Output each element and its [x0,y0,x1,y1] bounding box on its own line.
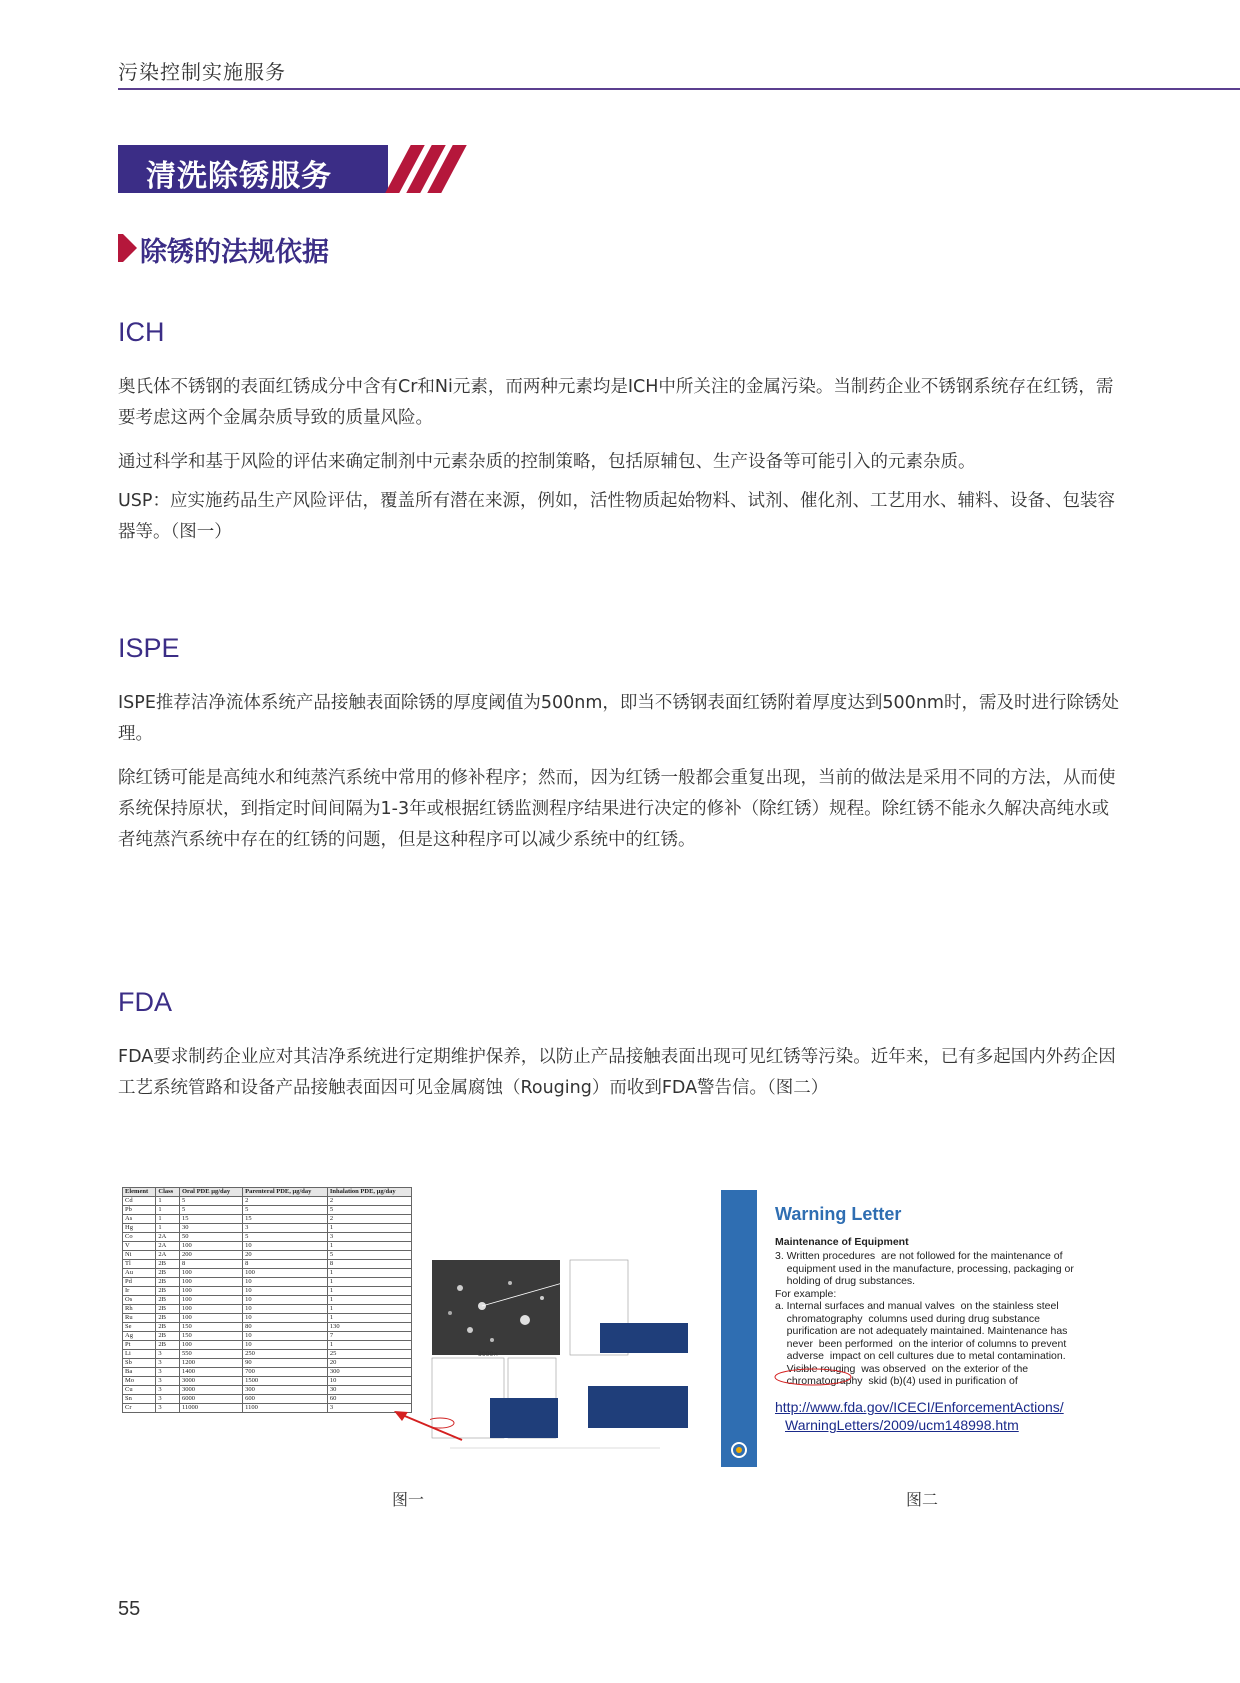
warning-letter-line: chromatography skid (b)(4) used in purification of [775,1375,1018,1387]
table-cell: 1100 [243,1404,328,1413]
table-cell: 3 [327,1404,411,1413]
section-heading-fda: FDA [118,987,172,1017]
table-row [123,1359,412,1368]
table-cell: 10 [243,1314,328,1323]
table-cell: 550 [179,1350,242,1359]
table-row [123,1305,412,1314]
table-cell: 10 [243,1332,328,1341]
table-cell: 10 [243,1242,328,1251]
table-cell: 150 [179,1323,242,1332]
warning-letter-link[interactable]: http://www.fda.gov/ICECI/EnforcementActions/ [775,1399,1064,1415]
table-cell: 2A [156,1251,180,1260]
table-header: Inhalation PDE, µg/day [327,1188,411,1197]
paragraph: 奥氏体不锈钢的表面红锈成分中含有Cr和Ni元素，而两种元素均是ICH中所关注的金属污染。当制药企业不锈钢系统存在红锈，需要考虑这两个金属杂质导致的质量风险。 [118,377,1114,428]
figure2-caption: 图二 [906,1490,939,1509]
table-cell: 2B [156,1314,180,1323]
table-cell: 1200 [179,1359,242,1368]
banner-title: 清洗除锈服务 [146,159,332,194]
table-row [123,1332,412,1341]
table-cell: 1 [327,1314,411,1323]
table-header: Oral PDE µg/day [179,1188,242,1197]
table-row [123,1314,412,1323]
warning-letter-link[interactable]: WarningLetters/2009/ucm148998.htm [785,1417,1019,1433]
table-cell: Pb [123,1206,156,1215]
table-cell: 200 [179,1251,242,1260]
section-heading-ispe: ISPE [118,633,180,663]
table-cell: 1 [327,1305,411,1314]
table-cell: 80 [243,1323,328,1332]
subsection-arrow-icon [123,234,137,262]
table-row [123,1215,412,1224]
table-cell: 600 [243,1395,328,1404]
table-cell: 2B [156,1305,180,1314]
table-cell: Mo [123,1377,156,1386]
table-cell: 2 [327,1197,411,1206]
table-cell: 10 [243,1296,328,1305]
table-cell: 2B [156,1278,180,1287]
table-cell: 1 [327,1341,411,1350]
table-cell: 300 [327,1368,411,1377]
table-cell: 11000 [179,1404,242,1413]
table-cell: Rh [123,1305,156,1314]
table-cell: 25 [327,1350,411,1359]
table-row [123,1395,412,1404]
table-cell: 1 [327,1278,411,1287]
table-cell: 1400 [179,1368,242,1377]
table-cell: 30 [327,1386,411,1395]
red-circle-annotation [773,1367,863,1387]
table-cell: 300 [243,1386,328,1395]
table-cell: 90 [243,1359,328,1368]
table-cell: Sb [123,1359,156,1368]
table-cell: 1 [156,1206,180,1215]
table-cell: 2B [156,1332,180,1341]
table-cell: Ru [123,1314,156,1323]
table-cell: Ni [123,1251,156,1260]
table-cell: 8 [327,1260,411,1269]
table-cell: 20 [243,1251,328,1260]
table-cell: 10 [243,1287,328,1296]
paragraph: 除红锈可能是高纯水和纯蒸汽系统中常用的修补程序；然而，因为红锈一般都会重复出现，当前的做法是采用不同的方法，从而使系统保持原状，到指定时间间隔为1-3年或根据红锈监测程序结果进行决定的修补（除红锈）规程。除红锈不能永久解决高纯水或者纯蒸汽系统中存在的红锈的问题，但是这种程序可以减少系统中的红锈。 [118,768,1116,850]
table-cell: Pt [123,1341,156,1350]
table-cell: As [123,1215,156,1224]
figure1-caption: 图一 [392,1490,425,1509]
table-cell: 7 [327,1332,411,1341]
table-cell: 100 [179,1278,242,1287]
table-row [123,1368,412,1377]
header-title: 污染控制实施服务 [118,60,286,84]
table-cell: 3000 [179,1386,242,1395]
warning-letter-subtitle: Maintenance of Equipment [775,1236,909,1248]
table-cell: 50 [179,1233,242,1242]
paragraph: USP：应实施药品生产风险评估，覆盖所有潜在来源，例如，活性物质起始物料、试剂、催化剂、工艺用水、辅料、设备、包装容器等。（图一） [118,491,1115,542]
table-cell: V [123,1242,156,1251]
table-cell: 3 [156,1350,180,1359]
table-cell: 150 [179,1332,242,1341]
table-cell: 10 [243,1305,328,1314]
figure1-pde-table [122,1187,414,1427]
paragraph: 通过科学和基于风险的评估来确定制剂中元素杂质的控制策略，包括原辅包、生产设备等可能引入的元素杂质。 [118,452,976,472]
warning-letter-line: 3. Written procedures are not followed for the maintenance of [775,1250,1063,1262]
warning-letter-line: For example: [775,1287,837,1300]
warning-letter-line: equipment used in the manufacture, processing, packaging or [775,1262,1074,1275]
table-cell: 1 [327,1269,411,1278]
logo-icon [721,1190,757,1467]
table-cell: 6000 [179,1395,242,1404]
section-heading-ich: ICH [118,317,165,347]
table-cell: 20 [327,1359,411,1368]
table-cell: 100 [179,1314,242,1323]
table-cell: 3 [156,1368,180,1377]
figure1-sem-composite [430,1258,690,1458]
table-row [123,1278,412,1287]
table-cell: 1 [327,1287,411,1296]
table-cell: 1 [327,1224,411,1233]
table-cell: 3 [156,1386,180,1395]
table-cell: Os [123,1296,156,1305]
warning-letter-line: adverse impact on cell cultures due to metal contamination. [775,1350,1066,1362]
table-cell: 2B [156,1269,180,1278]
table-cell: 100 [179,1242,242,1251]
table-row [123,1404,412,1413]
table-cell: Li [123,1350,156,1359]
table-cell: 100 [179,1305,242,1314]
table-cell: 100 [179,1296,242,1305]
table-cell: 100 [179,1269,242,1278]
warning-letter-sidebar [721,1190,757,1467]
red-arrow-icon [392,1408,467,1448]
table-cell: Au [123,1269,156,1278]
table-cell: 15 [243,1215,328,1224]
table-cell: 3 [156,1395,180,1404]
table-cell: 3 [156,1404,180,1413]
header-divider [118,88,1240,90]
table-cell: 1500 [243,1377,328,1386]
warning-letter-line: never been performed on the interior of columns to prevent [775,1337,1067,1350]
table-cell: 3 [327,1233,411,1242]
table-cell: Co [123,1233,156,1242]
table-row [123,1386,412,1395]
table-cell: 10 [243,1341,328,1350]
table-cell: 5 [327,1206,411,1215]
table-cell: 1 [156,1197,180,1206]
table-row [123,1242,412,1251]
table-cell: Ba [123,1368,156,1377]
table-cell: 10 [327,1377,411,1386]
table-cell: 2 [327,1215,411,1224]
table-cell: Pd [123,1278,156,1287]
table-cell: Ir [123,1287,156,1296]
table-cell: 130 [327,1323,411,1332]
table-cell: 700 [243,1368,328,1377]
table-cell: 1 [327,1242,411,1251]
table-cell: 8 [179,1260,242,1269]
table-cell: 3 [243,1224,328,1233]
page-number: 55 [118,1598,141,1620]
table-row [123,1341,412,1350]
table-cell: 30 [179,1224,242,1233]
table-cell: 2A [156,1242,180,1251]
table-cell: 15 [179,1215,242,1224]
warning-letter-line: purification are not adequately maintained. Maintenance has [775,1325,1068,1337]
table-header: Parenteral PDE, µg/day [243,1188,328,1197]
table-cell: 2B [156,1287,180,1296]
table-cell: 8 [243,1260,328,1269]
table-cell: 3 [156,1377,180,1386]
table-cell: Cu [123,1386,156,1395]
table-row [123,1260,412,1269]
warning-letter-line: Visible rouging was observed on the exterior of the [775,1362,1029,1375]
table-cell: 100 [179,1341,242,1350]
table-row [123,1206,412,1215]
paragraph: FDA要求制药企业应对其洁净系统进行定期维护保养，以防止产品接触表面出现可见红锈等污染。近年来，已有多起国内外药企因工艺系统管路和设备产品接触表面因可见金属腐蚀（Rouging）而收到FDA警告信。（图二） [118,1047,1116,1098]
table-row [123,1377,412,1386]
table-header: Class [156,1188,180,1197]
table-cell: 3000 [179,1377,242,1386]
table-cell: Cr [123,1404,156,1413]
table-cell: 2B [156,1341,180,1350]
table-cell: 1 [327,1296,411,1305]
table-cell: 5 [179,1206,242,1215]
table-cell: 2B [156,1260,180,1269]
warning-letter-line: a. Internal surfaces and manual valves on the stainless steel [775,1300,1059,1312]
table-header: Element [123,1188,156,1197]
table-cell: 2B [156,1296,180,1305]
table-cell: 2B [156,1323,180,1332]
table-row [123,1269,412,1278]
table-cell: 2A [156,1233,180,1242]
table-row [123,1251,412,1260]
sem-composite-graphic [430,1258,690,1458]
table-cell: 5 [243,1233,328,1242]
table-row [123,1233,412,1242]
table-cell: 250 [243,1350,328,1359]
table-cell: 100 [243,1269,328,1278]
table-cell: 1 [156,1215,180,1224]
warning-letter-line: holding of drug substances. [775,1275,916,1287]
warning-letter-title: Warning Letter [775,1204,902,1224]
table-cell: 2 [243,1197,328,1206]
table-row [123,1224,412,1233]
table-cell: Sn [123,1395,156,1404]
table-cell: 5 [179,1197,242,1206]
warning-letter-line: chromatography columns used during drug substance [775,1312,1040,1325]
table-cell: 5 [243,1206,328,1215]
table-cell: 5 [327,1251,411,1260]
table-row [123,1323,412,1332]
table-cell: 10 [243,1278,328,1287]
table-cell: Ag [123,1332,156,1341]
table-cell: Se [123,1323,156,1332]
table-row [123,1287,412,1296]
table-cell: 60 [327,1395,411,1404]
table-row [123,1350,412,1359]
table-cell: Tl [123,1260,156,1269]
table-cell: Cd [123,1197,156,1206]
table-cell: 100 [179,1287,242,1296]
paragraph: ISPE推荐洁净流体系统产品接触表面除锈的厚度阈值为500nm，即当不锈钢表面红锈附着厚度达到500nm时，需及时进行除锈处理。 [118,693,1119,744]
table-row [123,1296,412,1305]
subsection-title: 除锈的法规依据 [140,237,329,268]
table-cell: 1 [156,1224,180,1233]
table-row [123,1197,412,1206]
sem-scale-label: 3000× [478,1351,499,1358]
table-cell: 3 [156,1359,180,1368]
table-cell: Hg [123,1224,156,1233]
